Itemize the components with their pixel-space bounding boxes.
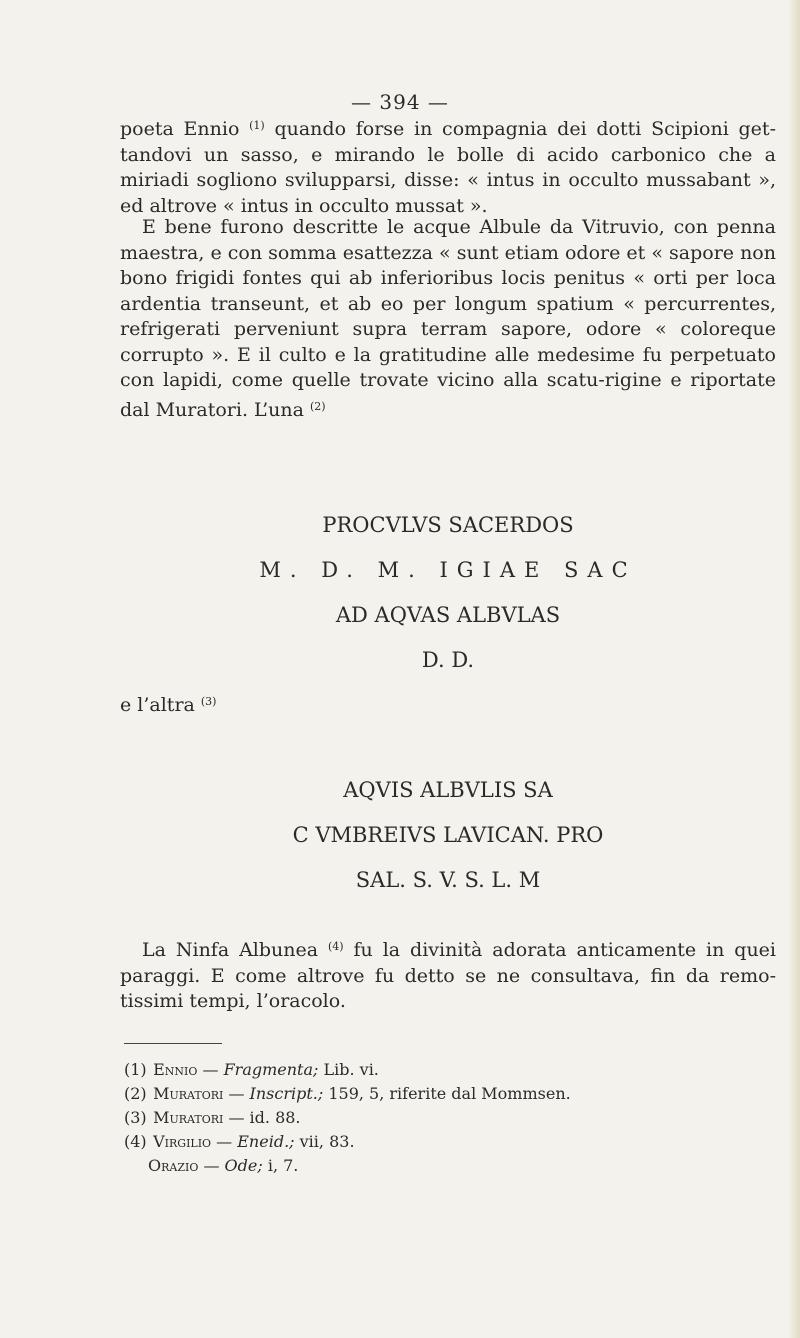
paragraph-3 — [120, 934, 776, 1015]
inscription-1-line-3: AD AQVAS ALBVLAS — [335, 603, 561, 627]
paragraph-1 — [120, 113, 776, 219]
paragraph-3-start: La Ninfa Albunea — [142, 939, 329, 961]
footnote-ref-1: (1) — [249, 119, 265, 132]
footnote-ref-4: (4) — [328, 940, 344, 953]
inscription-2-line-2: C VMBREIVS LAVICAN. PRO — [292, 823, 604, 847]
inscription-1-line-2: M. D. M. IGIAE SAC — [259, 558, 637, 582]
footnote-divider — [124, 1043, 222, 1044]
footnote-ref-2: (2) — [309, 399, 326, 413]
paragraph-1-start: poeta Ennio — [120, 118, 250, 140]
paragraph-2-text: E bene furono descritte le acque Albule da Vitruvio, con penna maestra, e con somma esattezza « sunt etiam odore et « sapore non bono frigidi fontes qui ab inferioribus locis penitus « orti per loca ardentia transeunt, et ab eo per longum spatium « percurrentes, refrigerati perveniunt supra terram sapore, odore « coloreque corrupto ». E il culto e la gratitudine alle medesime fu perpetuato con lapidi, come quelle trovate vicino alla scatu-rigine e riportate dal Muratori. L’una — [120, 216, 776, 421]
footnote: (4) Virgilio — Eneid.; vii, 83. — [124, 1132, 355, 1151]
footnote: (2) Muratori — Inscript.; 159, 5, riferite dal Mommsen. — [124, 1084, 571, 1103]
footnote: (3) Muratori — id. 88. — [124, 1108, 301, 1127]
footnotes — [124, 1058, 764, 1178]
inscription-2-line-1: AQVIS ALBVLIS SA — [343, 778, 553, 802]
paragraph-3-rest: fu la divinità adorata anticamente in quei paraggi. E come altrove fu detto se ne consultava, fin da remo-tissimi tempi, l’oracolo. — [120, 939, 777, 1012]
inscription-1-line-1: PROCVLVS SACERDOS — [322, 513, 574, 537]
footnote: (1) Ennio — Fragmenta; Lib. vi. — [124, 1060, 379, 1079]
page-number: — 394 — — [351, 90, 449, 114]
footnote-ref-3: (3) — [200, 695, 217, 708]
page-edge-shadow — [788, 0, 800, 1338]
paragraph-1-rest: quando forse in compagnia dei dotti Scipioni get-tandovi un sasso, e mirando le bolle di acido carbonico che a miriadi sogliono svilupparsi, disse: « intus in occulto mussabant », ed altrove « intus in occulto mussat ». — [120, 118, 776, 217]
altra-label — [120, 694, 216, 716]
paragraph-2 — [120, 215, 776, 423]
inscription-1 — [120, 503, 776, 683]
inscription-1-line-4: D. D. — [421, 648, 475, 672]
inscription-2-line-3: SAL. S. V. S. L. M — [355, 868, 541, 892]
footnote: Orazio — Ode; i, 7. — [148, 1156, 299, 1175]
inscription-2 — [120, 768, 776, 903]
altra-text: e l’altra — [120, 694, 201, 716]
